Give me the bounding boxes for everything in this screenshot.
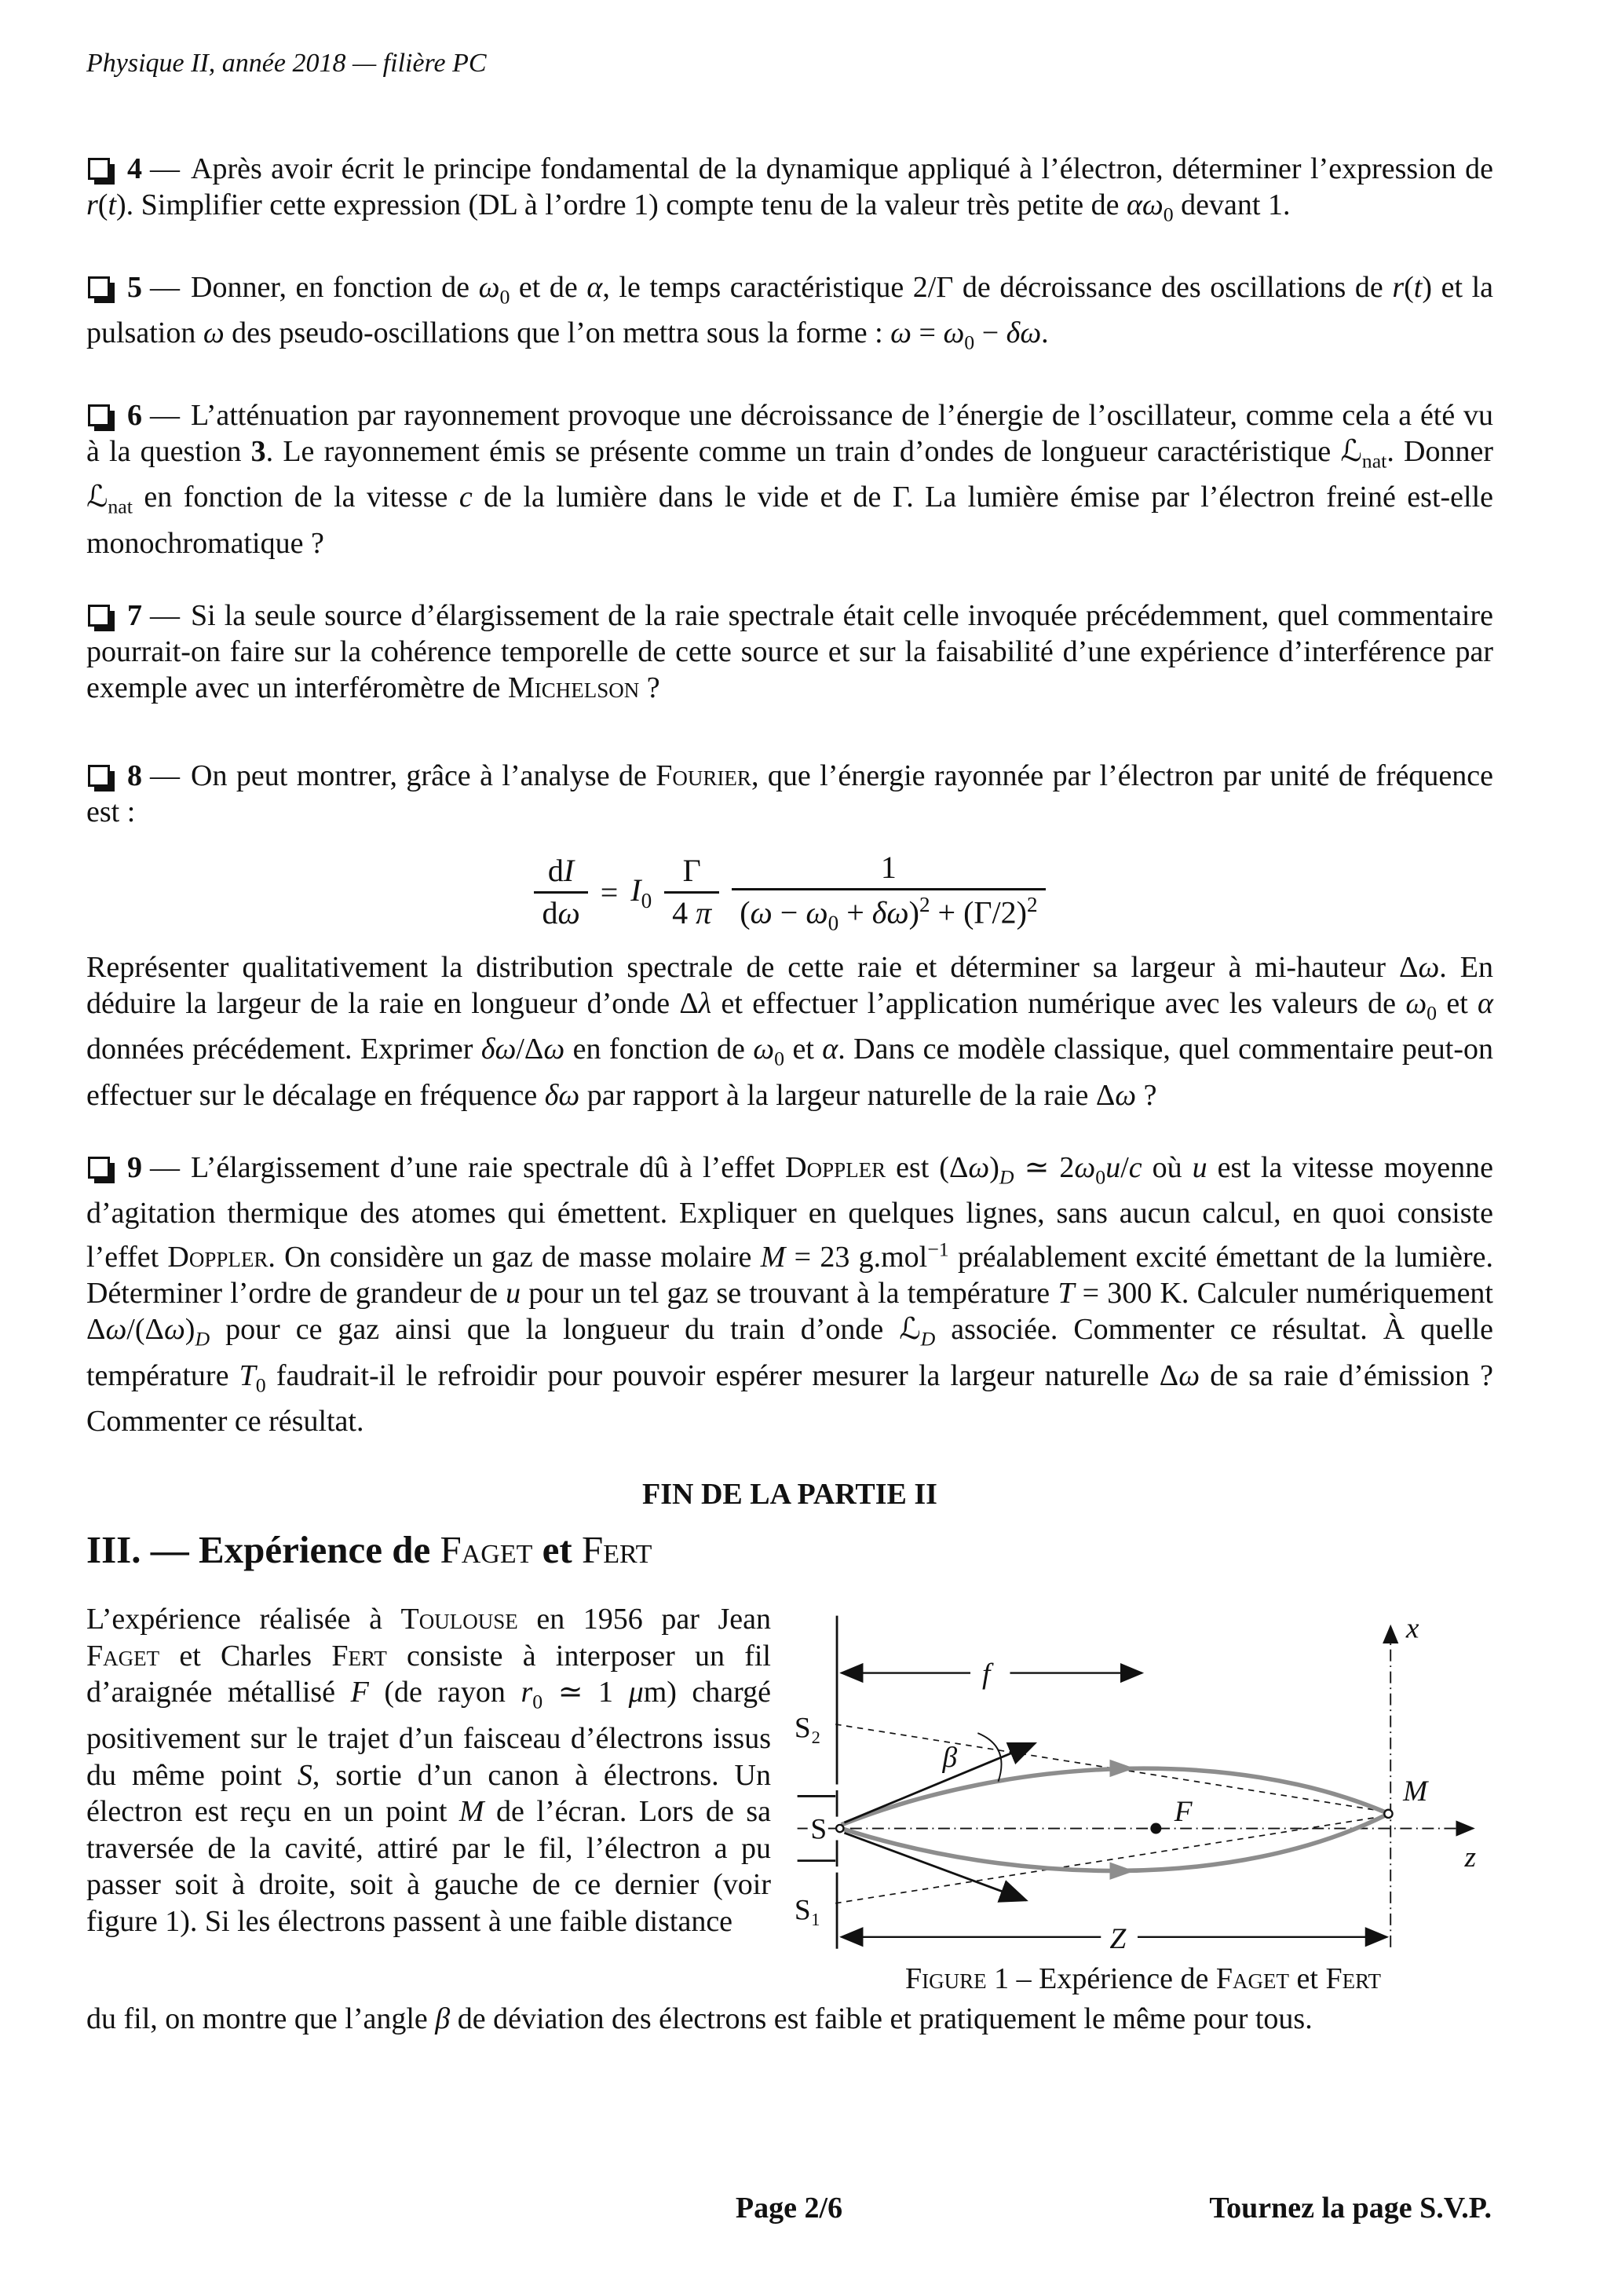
question-text: Donner, en fonction de $\omega_0$ et de α, le temps caractéristique 2/Γ de décroissance des oscillations de r(t) et la pulsation ω des pseudo-oscillations que l’on mettra sous la forme : $\omega = \omega_0 - \delta\omega$. — [86, 270, 1493, 354]
question-text: L’atténuation par rayonnement provoque une décroissance de l’énergie de l’oscillateur, comme cela a été vu à la question 3. Le rayonnement émis se présente comme un train d’ondes de longueur caractéristique ℒ$_{nat}$. Donner ℒ$_{nat}$ en fonction de la vitesse c de la lumière dans le vide et de Γ. La lumière émise par l’électron freiné est-elle monochromatique ? — [86, 398, 1494, 560]
question-text: Si la seule source d’élargissement de la raie spectrale était celle invoquée précédemment, quel commentaire pourrait-on faire sur la cohérence temporelle de cette source et sur la faisabilité d’une expérience d’interférence par exemple avec un interféromètre de Michelson ? — [86, 598, 1493, 704]
question-number: 5 — [127, 270, 142, 304]
formula-lorentzian-fraction — [732, 850, 1045, 935]
question-8-continuation: Représenter qualitativement la distribution spectrale de cette raie et déterminer sa largeur à mi-hauteur Δω. En déduire la largeur de la raie en longueur d’onde Δλ et effectuer l’application numérique avec les valeurs de $\omega_0$ et α données précédement. Exprimer δω/Δω en fonction de $\omega_0$ et α. Dans ce modèle classique, quel commentaire peut-on effectuer sur le décalage en fréquence δω par rapport à la largeur naturelle de la raie Δω ? — [86, 950, 1493, 1112]
screen-m-label: M — [1403, 1775, 1428, 1808]
source-s2-label: S₂ — [794, 1712, 821, 1745]
question-marker-icon — [88, 158, 110, 180]
figure-1-caption: Figure 1 – Expérience de Faget et Fert — [905, 1962, 1381, 1996]
question-text: L’élargissement d’une raie spectrale dû à l’effet Doppler est $(\Delta\omega)_D$ ≃ $2\omega_0u/c$ où u est la vitesse moyenne d’agitation thermique des atomes qui émettent. Expliquer en quelques lignes, sans aucun calcul, en quoi consiste l’effet Doppler. On considère un gaz de masse molaire M = 23 g.mol$^{-1}$ préalablement excité émettant de la lumière. Déterminer l’ordre de grandeur de u pour un tel gaz se trouvant à la température T = 300 K. Calculer numériquement $\Delta\omega/(\Delta\omega)_D$ pour ce gaz ainsi que la longueur du train d’onde ℒ$_D$ associée. Commenter ce résultat. À quelle température $T_0$ faudrait-il le refroidir pour pouvoir espérer mesurer la largeur naturelle Δω de sa raie d’émission ? Commenter ce résultat. — [86, 1150, 1494, 1439]
question-dash: — — [150, 270, 180, 304]
page-header: Physique II, année 2018 — filière PC — [86, 49, 487, 78]
question-9 — [86, 1150, 1493, 1439]
question-dash: — — [150, 152, 180, 185]
wire-f-label: F — [1174, 1796, 1193, 1829]
question-number: 4 — [127, 152, 142, 185]
question-dash: — — [150, 398, 180, 432]
turn-page-note: Tournez la page S.V.P. — [1209, 2192, 1492, 2225]
trajectory-arrowhead-upper — [1110, 1760, 1135, 1777]
beta-angle-arc — [977, 1733, 1001, 1782]
figure-1-block — [793, 1601, 1493, 1996]
formula-lhs-denominator: dω — [534, 891, 587, 931]
question-8 — [86, 758, 1493, 830]
electron-direction-arrow-down — [844, 1833, 1026, 1900]
figure-1-diagram — [793, 1601, 1493, 1953]
page-body — [86, 151, 1493, 2037]
question-dash: — — [150, 598, 180, 632]
formula-gamma-fraction — [664, 854, 719, 931]
electron-trajectory-upper — [842, 1768, 1386, 1825]
z-axis-label: z — [1464, 1841, 1477, 1874]
formula-equals: = — [600, 875, 619, 911]
beta-angle-label: β — [942, 1742, 958, 1775]
question-marker-icon — [88, 404, 110, 426]
formula-lorentzian-denominator: $(\omega - \omega_0 + \delta\omega)^2 + (\Gamma/2)^2$ — [732, 888, 1045, 935]
section-3-intro-continuation: du fil, on montre que l’angle β de déviation des électrons est faible et pratiquement le même pour tous. — [86, 2002, 1313, 2036]
x-axis-label: x — [1405, 1612, 1419, 1645]
question-number: 7 — [127, 598, 142, 632]
page-number: Page 2/6 — [735, 2192, 843, 2225]
question-7 — [86, 598, 1493, 706]
source-s1-label: S₁ — [794, 1894, 821, 1927]
source-point — [836, 1825, 843, 1832]
electron-direction-arrow-up — [844, 1743, 1035, 1823]
question-marker-icon — [88, 605, 110, 627]
spectral-density-formula — [86, 850, 1493, 935]
formula-gamma-numerator: Γ — [682, 853, 701, 889]
question-marker-icon — [88, 1157, 110, 1179]
question-text: On peut montrer, grâce à l’analyse de Fourier, que l’énergie rayonnée par l’électron par unité de fréquence est : — [86, 759, 1494, 828]
end-of-part-2-label: FIN DE LA PARTIE II — [642, 1478, 937, 1512]
formula-lorentzian-numerator: 1 — [880, 849, 897, 885]
formula-coefficient: $I_0$ — [630, 872, 652, 913]
source-s-label: S — [810, 1813, 827, 1846]
question-dash: — — [150, 759, 180, 792]
two-column-block — [86, 1601, 1493, 1996]
section-3-intro-text: L’expérience réalisée à Toulouse en 1956 par Jean Faget et Charles Fert consiste à interposer un fil d’araignée métallisé F (de rayon $r_0$ ≃ 1 μm) chargé positivement sur le trajet d’un faisceau d’électrons issus du même point S, sortie d’un canon à électrons. Un électron est reçu en un point M de l’écran. Lors de sa traversée de la cavité, attiré par le fil, l’électron a pu passer soit à droite, soit à gauche de ce dernier (voir figure 1). Si les électrons passent à une faible distance — [86, 1603, 771, 1938]
f-dimension-label: f — [981, 1658, 991, 1691]
question-number: 8 — [127, 759, 142, 792]
page-footer — [86, 2191, 1492, 2228]
section-3-title: III. — Expérience de Faget et Fert — [86, 1528, 652, 1572]
question-marker-icon — [88, 765, 110, 787]
wire-point-f — [1150, 1823, 1161, 1834]
question-4 — [86, 151, 1493, 233]
question-6 — [86, 397, 1493, 561]
question-marker-icon — [88, 276, 110, 298]
formula-gamma-denominator: 4 π — [664, 891, 719, 931]
question-number: 6 — [127, 398, 142, 432]
formula-lhs-fraction — [534, 854, 587, 931]
screen-point-m — [1384, 1810, 1392, 1818]
formula-lhs-numerator: dI — [547, 853, 575, 889]
question-5 — [86, 269, 1493, 361]
z-dimension-label: Z — [1109, 1922, 1127, 1954]
question-text: Après avoir écrit le principe fondamental de la dynamique appliqué à l’électron, déterminer l’expression de r(t). Simplifier cette expression (DL à l’ordre 1) compte tenu de la valeur très petite de $\alpha\omega_0$ devant 1. — [86, 152, 1493, 226]
question-dash: — — [150, 1150, 180, 1184]
trajectory-arrowhead-lower — [1110, 1863, 1135, 1880]
question-number: 9 — [127, 1150, 142, 1184]
